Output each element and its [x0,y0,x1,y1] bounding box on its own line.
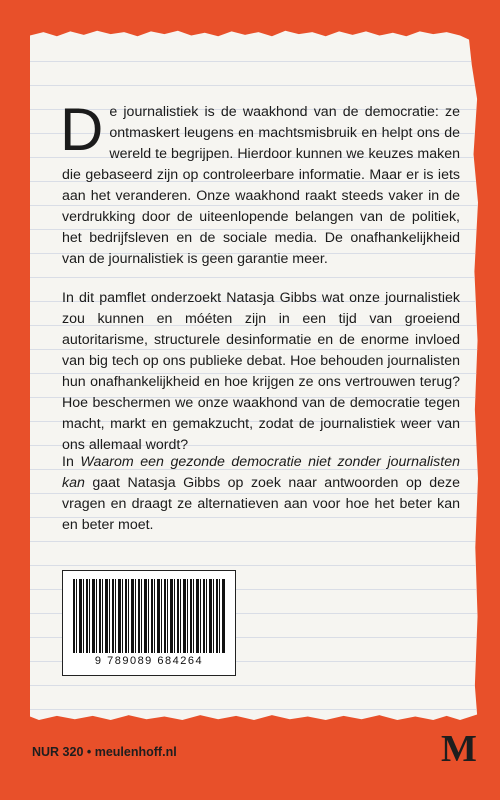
blurb-paragraph-1 [60,96,460,270]
blurb-paragraph-3-start: In [62,454,81,470]
barcode-bars [73,579,225,653]
blurb-paragraph-2: In dit pamflet onderzoekt Natasja Gibbs wat onze journalistiek zou kunnen en móéten zijn in een tijd van groeiend autoritarisme, structurele desinformatie en de enorme invloed van big tech op ons publieke debat. Hoe behouden journalisten hun onafhankelijkheid en hoe krijgen ze ons vertrouwen terug? Hoe beschermen we onze waakhond van de democratie tegen macht, markt en gemakzucht, zodat de journalistiek weer van ons allemaal wordt? [62,290,460,453]
nur-publisher-line: NUR 320 • meulenhoff.nl [32,745,177,759]
book-title: Waarom een gezonde democratie niet zonder journalisten kan [62,454,460,491]
blurb-paragraph-1-text: e journalistiek is de waakhond van de democratie: ze ontmaskert leugens en machtsmisbruik en helpt ons de wereld te begrijpen. Hierdoor kunnen we keuzes maken die gebaseerd zijn op controleerbare informatie. Maar er is iets aan het veranderen. Onze waakhond raakt steeds vaker in de verdrukking door de uiteenlopende belangen van de politiek, het bedrijfsleven en de sociale media. De onafhankelijkheid van de journalistiek is geen garantie meer. [62,104,460,267]
meulenhoff-logo: M [441,728,477,770]
drop-cap: D [60,96,104,163]
blurb-paragraph-3 [62,452,460,536]
blurb-paragraph-3-end: gaat Natasja Gibbs op zoek naar antwoorden op deze vragen en draagt ze alternatieven aan voor hoe het beter kan en beter moet. [62,475,460,533]
isbn-barcode [62,570,236,676]
isbn-number: 9 789089 684264 [94,655,204,667]
